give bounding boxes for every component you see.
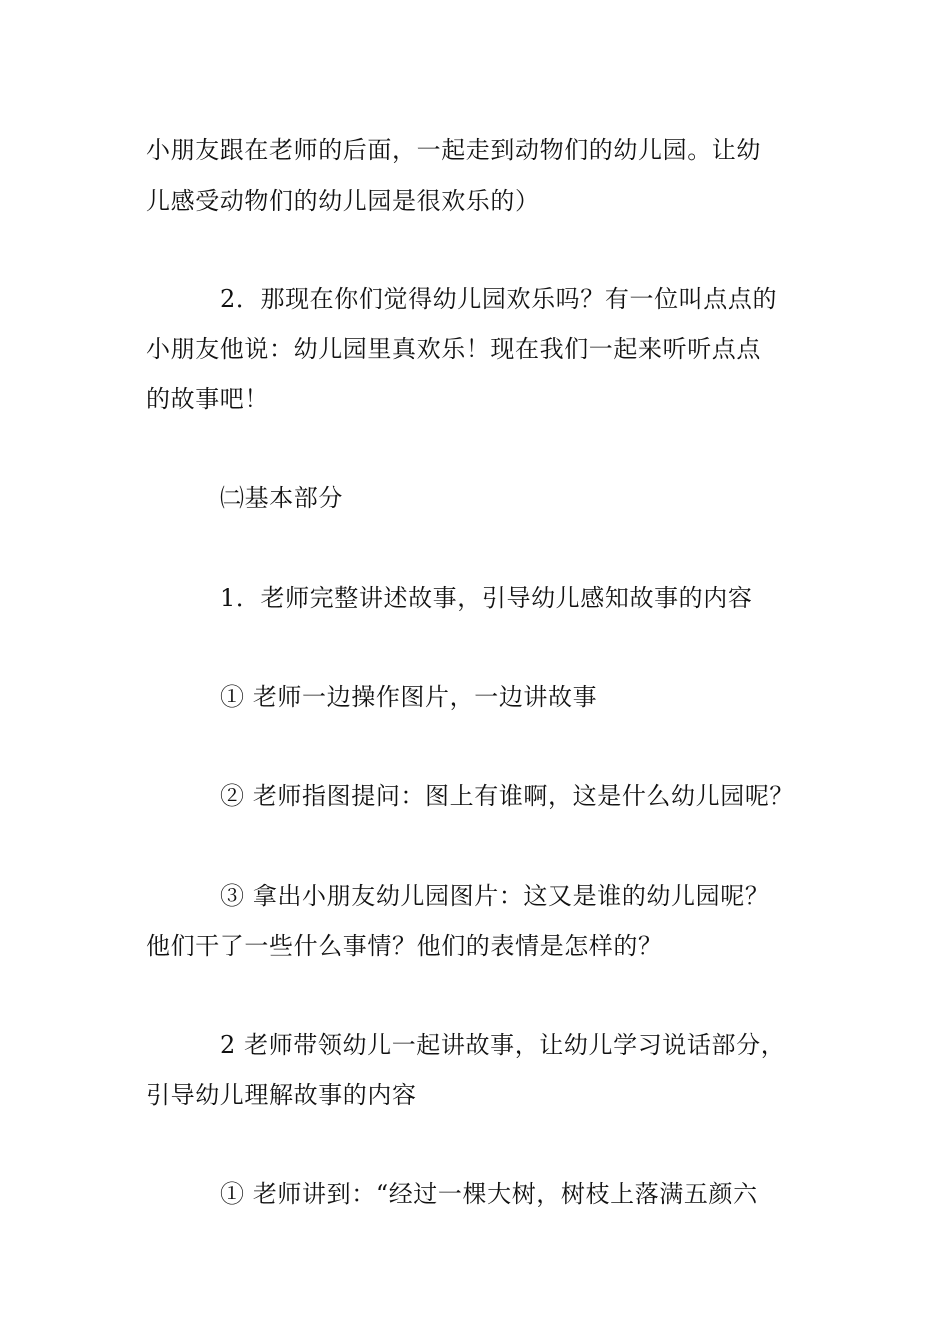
item-1-line: 1．老师完整讲述故事，引导幼儿感知故事的内容: [220, 584, 753, 612]
subitem-2-1-line: ① 老师讲到：“经过一棵大树，树枝上落满五颜六: [220, 1180, 758, 1208]
paragraph-1-line-2: 儿感受动物们的幼儿园是很欢乐的）: [146, 187, 540, 215]
section-heading-basic: ㈡基本部分: [220, 484, 343, 512]
paragraph-2-line-1: 2．那现在你们觉得幼儿园欢乐吗？有一位叫点点的: [220, 285, 778, 313]
subitem-2-line: ② 老师指图提问：图上有谁啊，这是什么幼儿园呢？: [220, 782, 795, 810]
subitem-1-line: ① 老师一边操作图片，一边讲故事: [220, 683, 598, 711]
subitem-3-line-2: 他们干了一些什么事情？他们的表情是怎样的？: [146, 932, 663, 960]
paragraph-2-line-2: 小朋友他说：幼儿园里真欢乐！现在我们一起来听听点点: [146, 335, 761, 363]
item-2-line-2: 引导幼儿理解故事的内容: [146, 1081, 417, 1109]
subitem-3-line-1: ③ 拿出小朋友幼儿园图片：这又是谁的幼儿园呢？: [220, 882, 770, 910]
paragraph-2-line-3: 的故事吧！: [146, 385, 269, 413]
paragraph-1-line-1: 小朋友跟在老师的后面，一起走到动物们的幼儿园。让幼: [146, 136, 761, 164]
item-2-line-1: 2 老师带领幼儿一起讲故事，让幼儿学习说话部分，: [220, 1031, 786, 1059]
